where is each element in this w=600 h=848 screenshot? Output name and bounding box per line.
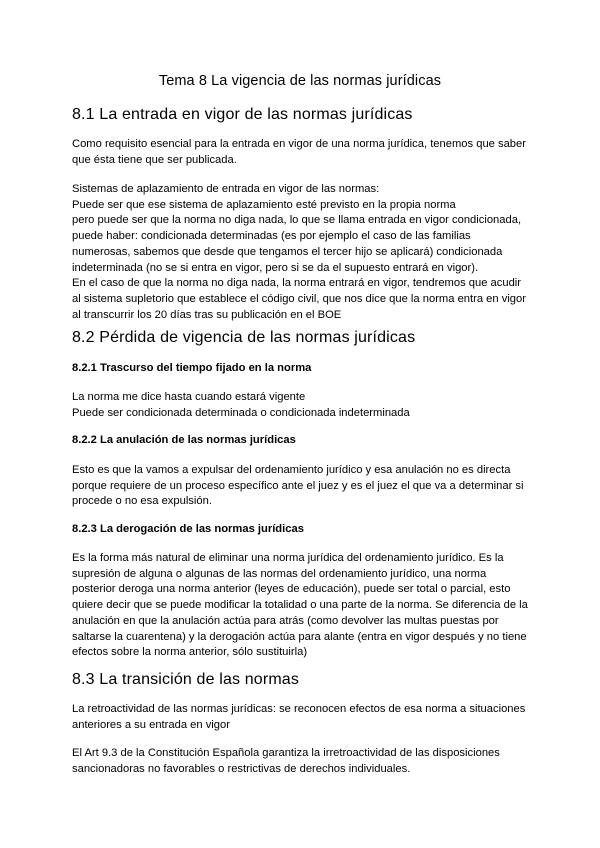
- text-line: numerosas, sabemos que desde que tengamos el tercer hijo se aplicará) condicionada: [72, 245, 503, 258]
- heading-8-2-2: 8.2.2 La anulación de las normas jurídicas: [72, 434, 296, 446]
- paragraph-8-3-constitucion: [72, 746, 532, 777]
- text-line: Como requisito esencial para la entrada en vigor de una norma jurídica, tenemos que saber: [72, 138, 526, 150]
- text-line: En el caso de que la norma no diga nada, la norma entrará en vigor, tendremos que acudir: [72, 277, 522, 290]
- text-line: procede o no esa expulsión.: [72, 495, 212, 508]
- paragraph-8-2-1: [72, 390, 532, 421]
- text-line: Esto es que la vamos a expulsar del ordenamiento jurídico y esa anulación no es directa: [72, 464, 511, 476]
- text-line: quiere decir que se puede modificar la totalidad o una parte de la norma. Se diferencia de la: [72, 599, 528, 612]
- paragraph-8-2-2: [72, 463, 532, 510]
- paragraph-8-2-3: [72, 551, 532, 661]
- text-line: La retroactividad de las normas jurídicas: se reconocen efectos de esa norma a situaciones: [72, 703, 526, 715]
- text-line: indeterminada (no se si entra en vigor, pero si se da el supuesto entrará en vigor).: [72, 261, 479, 274]
- text-line: Puede ser condicionada determinada o condicionada indeterminada: [72, 406, 410, 419]
- document-title: Tema 8 La vigencia de las normas jurídicas: [158, 73, 442, 89]
- text-line: anteriores a su entrada en vigor: [72, 718, 230, 731]
- text-line: Puede ser que ese sistema de aplazamiento esté previsto en la propia norma: [72, 198, 456, 211]
- text-line: sancionadoras no favorables o restrictivas de derechos individuales.: [72, 762, 411, 775]
- text-line: Es la forma más natural de eliminar una norma jurídica del ordenamiento jurídico. Es la: [72, 552, 504, 564]
- heading-8-2-1: 8.2.1 Trascurso del tiempo fijado en la norma: [72, 362, 312, 374]
- text-line: El Art 9.3 de la Constitución Española garantiza la irretroactividad de las disposiciones: [72, 747, 500, 759]
- text-line: saltarse la cuarentena) y la derogación actúa para alante (entra en vigor después y no tiene: [72, 630, 527, 643]
- text-line: posterior deroga una norma anterior (leyes de educación), puede ser total o parcial, esto: [72, 583, 511, 596]
- paragraph-8-3-retroactividad: [72, 702, 532, 733]
- text-line: que ésta tiene que ser publicada.: [72, 153, 237, 166]
- heading-8-1: 8.1 La entrada en vigor de las normas jurídicas: [72, 106, 413, 123]
- text-line: supresión de alguna o algunas de las normas del ordenamiento jurídico, una norma: [72, 567, 487, 580]
- text-line: al sistema supletorio que establece el código civil, que nos dice que la norma entra en vigor: [72, 292, 526, 305]
- heading-8-2-3: 8.2.3 La derogación de las normas jurídicas: [72, 523, 304, 535]
- text-line: La norma me dice hasta cuando estará vigente: [72, 391, 306, 403]
- text-line: puede haber: condicionada determinadas (es por ejemplo el caso de las familias: [72, 230, 471, 243]
- paragraph-8-1-requisito: [72, 137, 532, 168]
- paragraph-8-1-sistemas: [72, 182, 532, 323]
- text-line: anulación en que la anulación actúa para atrás (como devolver las multas puestas por: [72, 614, 499, 627]
- text-line: efectos sobre la norma anterior, sólo sustituirla): [72, 646, 308, 659]
- text-line: Sistemas de aplazamiento de entrada en vigor de las normas:: [72, 183, 380, 195]
- text-line: pero puede ser que la norma no diga nada, lo que se llama entrada en vigor condicionada,: [72, 214, 522, 227]
- text-line: al transcurrir los 20 días tras su publicación en el BOE: [72, 308, 342, 321]
- heading-8-3: 8.3 La transición de las normas: [72, 671, 299, 688]
- text-line: porque requiere de un proceso específico ante el juez y es el juez el que va a determinar si: [72, 479, 524, 492]
- heading-8-2: 8.2 Pérdida de vigencia de las normas jurídicas: [72, 329, 416, 346]
